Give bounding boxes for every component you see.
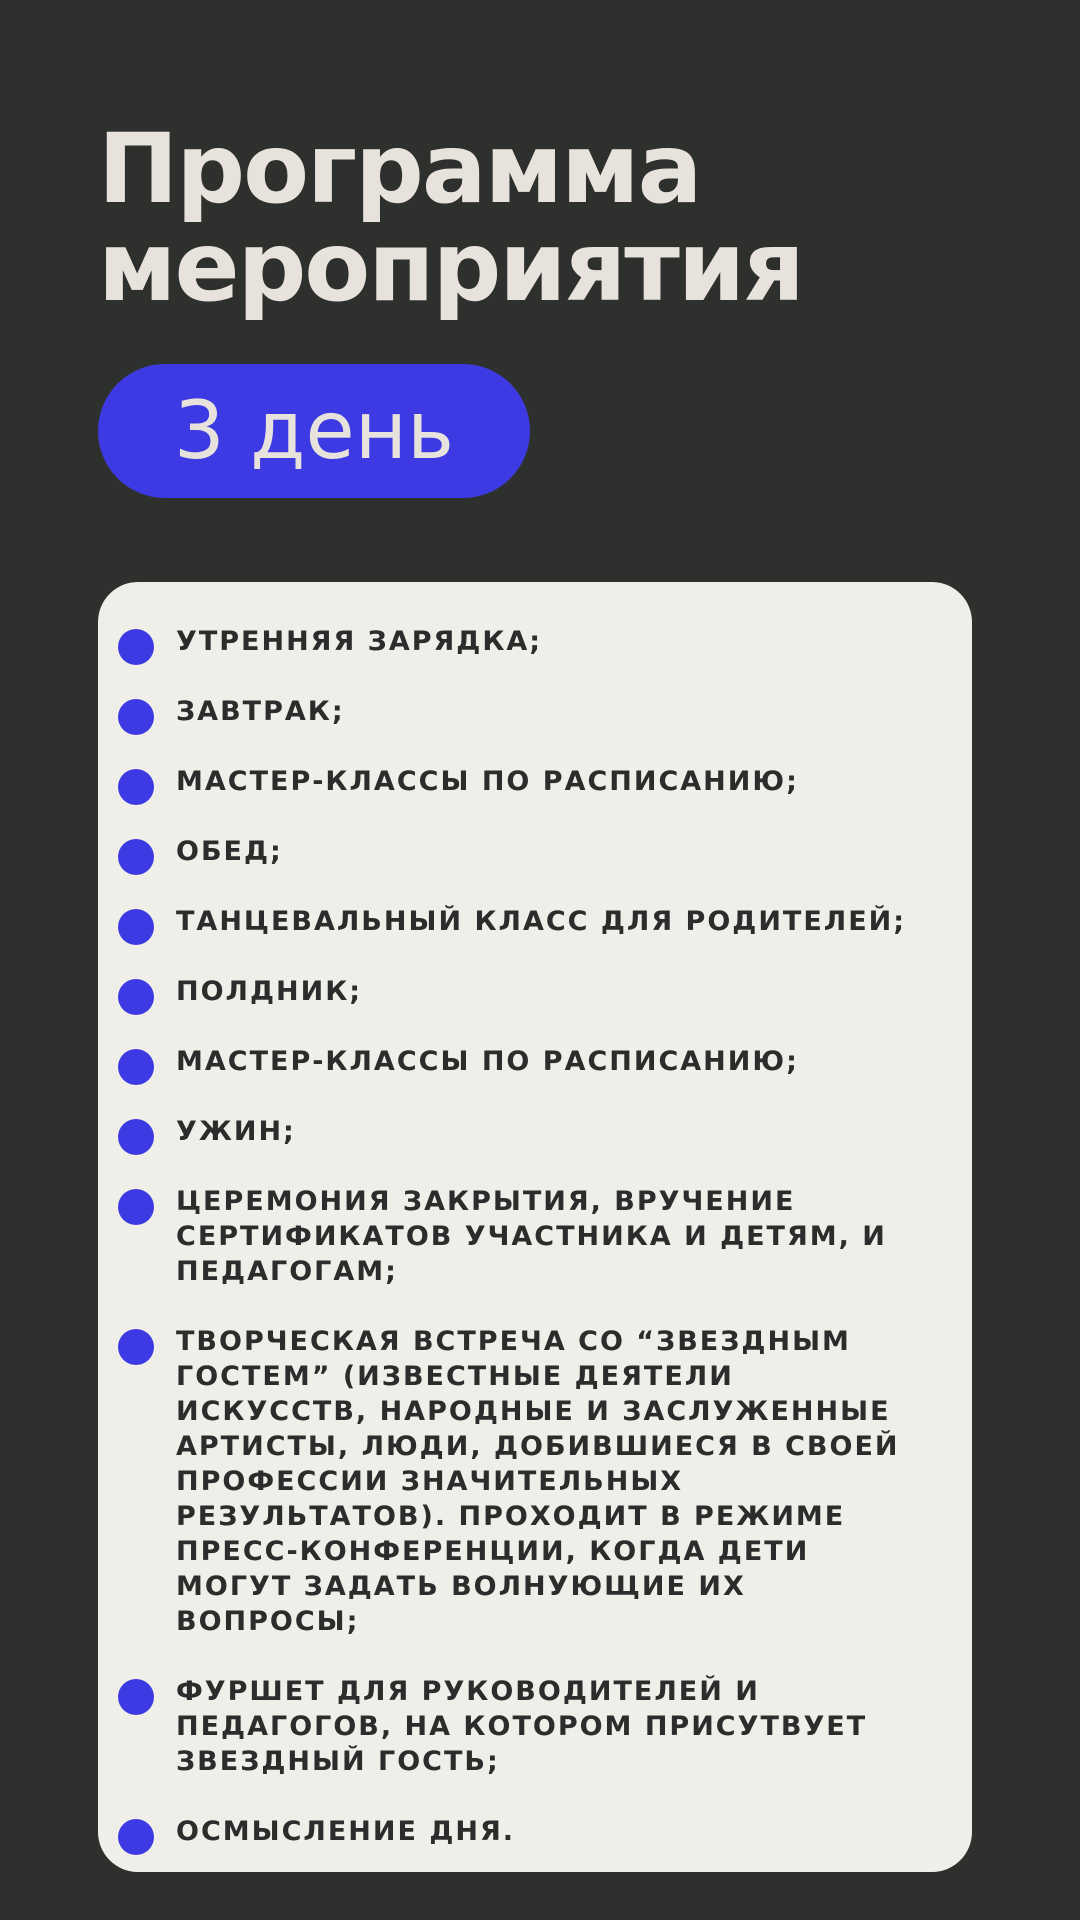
bullet-dot-icon: [118, 629, 154, 665]
bullet-dot-icon: [118, 699, 154, 735]
bullet-dot-icon: [118, 909, 154, 945]
schedule-item-text: ОСМЫСЛЕНИЕ ДНЯ.: [176, 1816, 516, 1847]
schedule-card: [98, 582, 972, 1872]
bullet-dot-icon: [118, 979, 154, 1015]
schedule-item: [98, 1674, 932, 1779]
bullet-dot-icon: [118, 1819, 154, 1855]
bullet-dot-icon: [118, 1189, 154, 1225]
day-badge: 3 день: [98, 364, 530, 498]
bullet-dot-icon: [118, 769, 154, 805]
page-title-line-1: Программа: [98, 113, 701, 225]
schedule-list: [98, 582, 972, 1849]
schedule-item-text: ПОЛДНИК;: [176, 976, 363, 1007]
schedule-item: [98, 1114, 932, 1149]
schedule-item: [98, 1044, 932, 1079]
schedule-item: [98, 834, 932, 869]
schedule-item-text: ТВОРЧЕСКАЯ ВСТРЕЧА СО “ЗВЕЗДНЫМ ГОСТЕМ” (ИЗВЕСТНЫЕ ДЕЯТЕЛИ ИСКУССТВ, НАРОДНЫЕ И ЗАСЛУЖЕННЫЕ АРТИСТЫ, ЛЮДИ, ДОБИВШИЕСЯ В СВОЕЙ ПРОФЕССИИ ЗНАЧИТЕЛЬНЫХ РЕЗУЛЬТАТОВ). ПРОХОДИТ В РЕЖИМЕ ПРЕСС-КОНФЕРЕНЦИИ, КОГДА ДЕТИ МОГУТ ЗАДАТЬ ВОЛНУЮЩИЕ ИХ ВОПРОСЫ;: [176, 1326, 900, 1637]
schedule-item-text: ФУРШЕТ ДЛЯ РУКОВОДИТЕЛЕЙ И ПЕДАГОГОВ, НА КОТОРОМ ПРИСУТВУЕТ ЗВЕЗДНЫЙ ГОСТЬ;: [176, 1676, 868, 1777]
schedule-item: [98, 1324, 932, 1639]
schedule-item-text: МАСТЕР-КЛАССЫ ПО РАСПИСАНИЮ;: [176, 766, 799, 797]
schedule-item-text: УЖИН;: [176, 1116, 296, 1147]
schedule-item: [98, 694, 932, 729]
bullet-dot-icon: [118, 1049, 154, 1085]
bullet-dot-icon: [118, 1679, 154, 1715]
schedule-item: [98, 1814, 932, 1849]
schedule-item-text: МАСТЕР-КЛАССЫ ПО РАСПИСАНИЮ;: [176, 1046, 799, 1077]
schedule-item-text: ЦЕРЕМОНИЯ ЗАКРЫТИЯ, ВРУЧЕНИЕ СЕРТИФИКАТОВ УЧАСТНИКА И ДЕТЯМ, И ПЕДАГОГАМ;: [176, 1186, 887, 1287]
schedule-item-text: ОБЕД;: [176, 836, 283, 867]
schedule-item: [98, 904, 932, 939]
bullet-dot-icon: [118, 1119, 154, 1155]
schedule-item-text: УТРЕННЯЯ ЗАРЯДКА;: [176, 626, 543, 657]
schedule-item: [98, 764, 932, 799]
schedule-item-text: ЗАВТРАК;: [176, 696, 345, 727]
schedule-item: [98, 974, 932, 1009]
schedule-item-text: ТАНЦЕВАЛЬНЫЙ КЛАСС ДЛЯ РОДИТЕЛЕЙ;: [176, 906, 907, 937]
bullet-dot-icon: [118, 1329, 154, 1365]
schedule-item: [98, 1184, 932, 1289]
schedule-item: [98, 624, 932, 659]
bullet-dot-icon: [118, 839, 154, 875]
page-title: [98, 113, 803, 323]
page-title-line-2: мероприятия: [98, 211, 803, 323]
